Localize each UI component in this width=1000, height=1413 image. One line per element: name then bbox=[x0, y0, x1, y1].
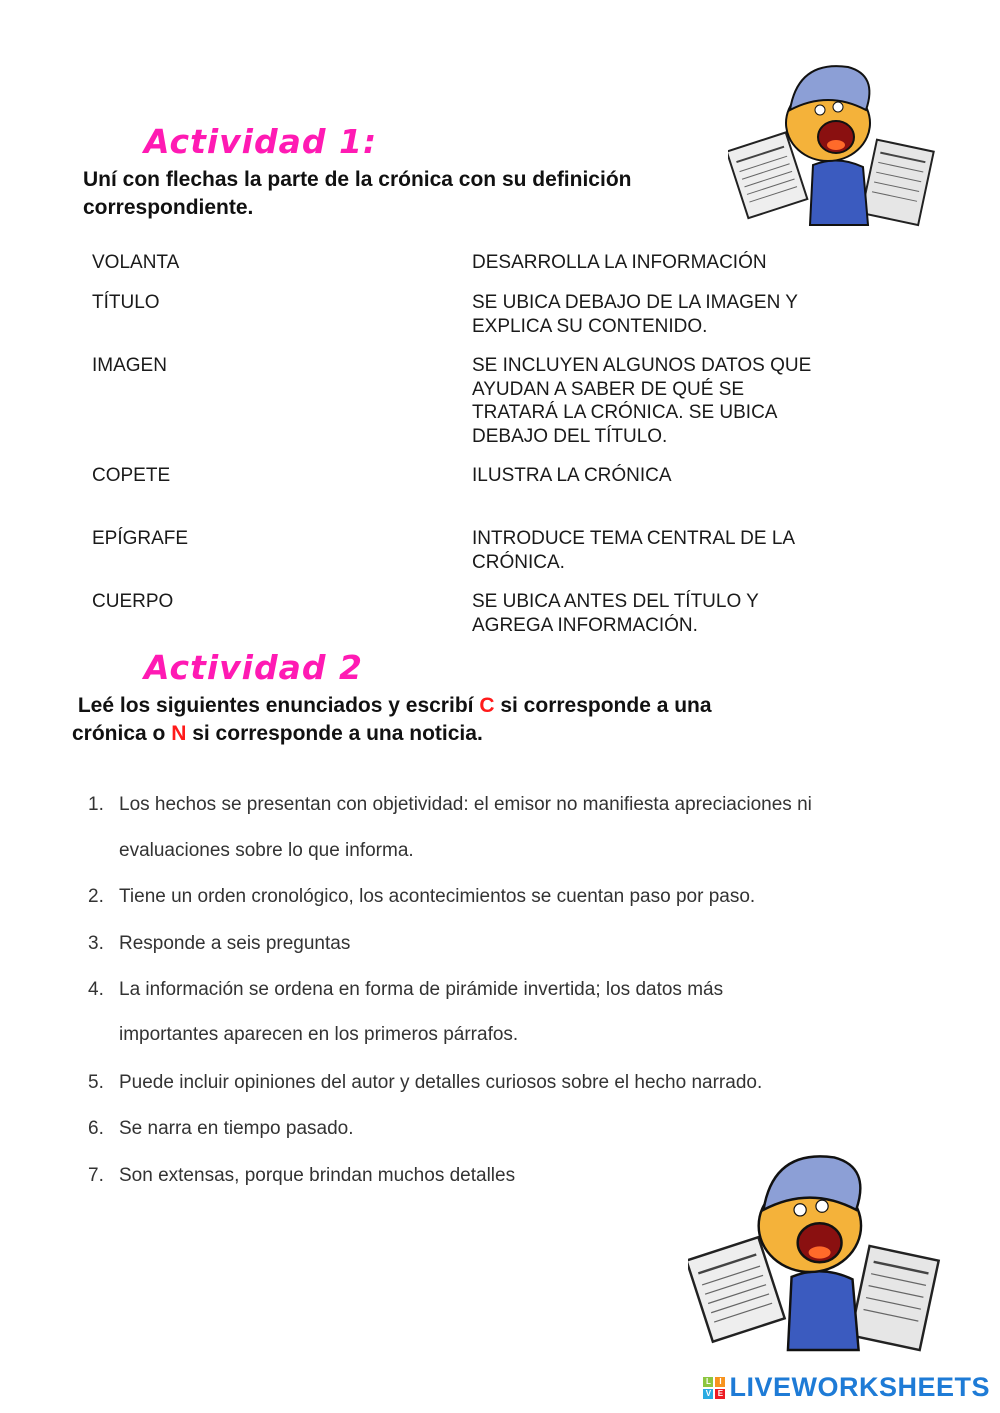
logo-letter: E bbox=[715, 1389, 725, 1399]
definition-line: DESARROLLA LA INFORMACIÓN bbox=[472, 252, 767, 273]
item-number: 4. bbox=[88, 979, 104, 1000]
definition-line: AGREGA INFORMACIÓN. bbox=[472, 614, 698, 636]
instruction-text: Leé los siguientes enunciados y escribí bbox=[77, 694, 480, 717]
list-item-continuation: importantes aparecen en los primeros párrafos. bbox=[119, 1024, 519, 1045]
instruction-text: si corresponde a una bbox=[494, 694, 712, 717]
item-number: 7. bbox=[88, 1165, 104, 1186]
activity-2-instruction-line-1 bbox=[72, 692, 832, 720]
item-text: Se narra en tiempo pasado. bbox=[119, 1118, 354, 1139]
logo-letter: L bbox=[703, 1377, 713, 1387]
list-item bbox=[88, 1117, 354, 1140]
item-number: 6. bbox=[88, 1118, 104, 1139]
list-item bbox=[88, 1071, 762, 1094]
definition-4 bbox=[472, 464, 852, 488]
list-item bbox=[88, 1164, 515, 1187]
definition-6 bbox=[472, 590, 852, 637]
definition-line: CRÓNICA. bbox=[472, 551, 565, 573]
list-item bbox=[88, 885, 755, 908]
definition-line: SE UBICA DEBAJO DE LA IMAGEN Y bbox=[472, 292, 798, 313]
list-item bbox=[88, 793, 812, 816]
item-text: La información se ordena en forma de pirámide invertida; los datos más bbox=[119, 979, 724, 1000]
activity-1-instruction-line-1: Uní con flechas la parte de la crónica con su definición bbox=[83, 168, 632, 191]
definition-5 bbox=[472, 527, 852, 574]
item-number: 5. bbox=[88, 1072, 104, 1093]
activity-2-instruction-line-2 bbox=[72, 720, 832, 748]
activity-2-title: Actividad 2 bbox=[144, 648, 363, 687]
newsboy-illustration bbox=[728, 55, 943, 235]
letter-n: N bbox=[171, 722, 187, 745]
definition-line: INTRODUCE TEMA CENTRAL DE LA bbox=[472, 528, 796, 549]
term-imagen: IMAGEN bbox=[92, 355, 167, 376]
list-item bbox=[88, 932, 350, 955]
instruction-text: crónica o bbox=[72, 722, 172, 745]
instruction-text: si corresponde a una noticia. bbox=[186, 722, 483, 745]
term-volanta: VOLANTA bbox=[92, 252, 180, 273]
definition-3 bbox=[472, 354, 852, 448]
item-text: Tiene un orden cronológico, los acontecimientos se cuentan paso por paso. bbox=[119, 886, 756, 907]
letter-c: C bbox=[479, 694, 495, 717]
activity-1-instruction-line-2: correspondiente. bbox=[83, 196, 254, 219]
definition-line: DEBAJO DEL TÍTULO. bbox=[472, 425, 668, 447]
activity-2-instruction bbox=[72, 692, 832, 748]
item-text: Los hechos se presentan con objetividad: el emisor no manifiesta apreciaciones ni bbox=[119, 794, 812, 815]
term-titulo: TÍTULO bbox=[92, 292, 160, 313]
definition-line: EXPLICA SU CONTENIDO. bbox=[472, 315, 708, 337]
item-number: 2. bbox=[88, 886, 104, 907]
term-epigrafe: EPÍGRAFE bbox=[92, 528, 189, 549]
item-text: Responde a seis preguntas bbox=[119, 933, 351, 954]
liveworksheets-logo-icon bbox=[703, 1377, 725, 1399]
list-item bbox=[88, 978, 723, 1001]
definition-1 bbox=[472, 251, 852, 275]
definition-2 bbox=[472, 291, 852, 338]
liveworksheets-brand bbox=[703, 1372, 990, 1403]
term-copete: COPETE bbox=[92, 465, 171, 486]
definition-line: AYUDAN A SABER DE QUÉ SE bbox=[472, 378, 745, 400]
definition-line: TRATARÁ LA CRÓNICA. SE UBICA bbox=[472, 402, 778, 423]
logo-letter: I bbox=[715, 1377, 725, 1387]
logo-letter: V bbox=[703, 1389, 713, 1399]
newsboy-illustration-bottom bbox=[688, 1140, 950, 1365]
list-item-continuation: evaluaciones sobre lo que informa. bbox=[119, 840, 414, 861]
item-number: 3. bbox=[88, 933, 104, 954]
activity-1-instruction bbox=[83, 166, 723, 222]
liveworksheets-text: LIVEWORKSHEETS bbox=[729, 1372, 990, 1402]
definition-line: ILUSTRA LA CRÓNICA bbox=[472, 465, 672, 486]
activity-1-title: Actividad 1: bbox=[144, 122, 378, 161]
item-number: 1. bbox=[88, 794, 104, 815]
item-text: Puede incluir opiniones del autor y detalles curiosos sobre el hecho narrado. bbox=[119, 1072, 763, 1093]
definition-line: SE UBICA ANTES DEL TÍTULO Y bbox=[472, 591, 759, 612]
term-cuerpo: CUERPO bbox=[92, 591, 174, 612]
definition-line: SE INCLUYEN ALGUNOS DATOS QUE bbox=[472, 355, 812, 376]
item-text: Son extensas, porque brindan muchos detalles bbox=[119, 1165, 516, 1186]
